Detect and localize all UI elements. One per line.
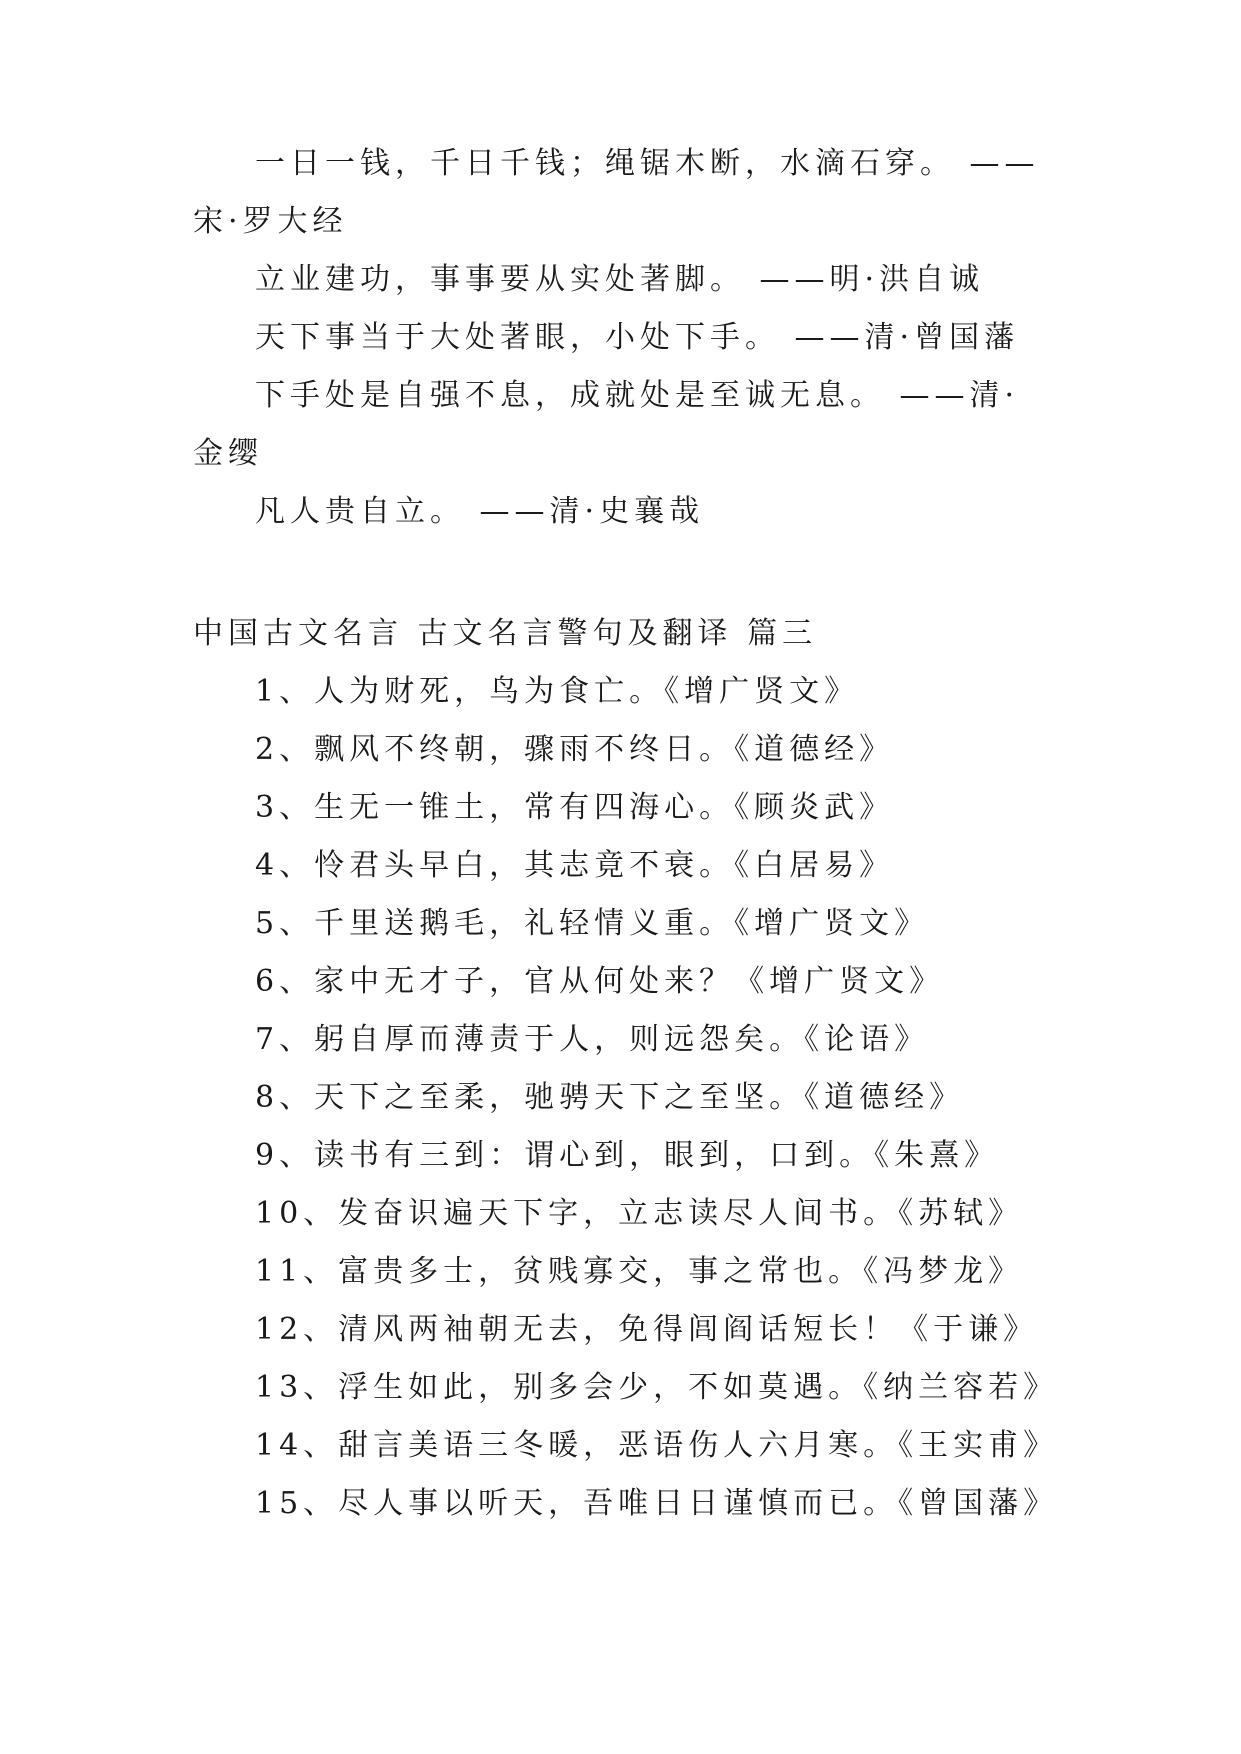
section-heading: 中国古文名言 古文名言警句及翻译 篇三 [193,616,818,651]
list-item: 13、浮生如此，别多会少，不如莫遇。《纳兰容若》 [255,1370,1059,1405]
quotes-block [193,135,1053,541]
list-item: 1、人为财死，鸟为食亡。《增广贤文》 [255,674,860,709]
list-item: 15、尽人事以听天，吾唯日日谨慎而已。《曾国藩》 [255,1486,1059,1521]
list-item: 8、天下之至柔，驰骋天下之至坚。《道德经》 [255,1080,965,1115]
list-item: 11、富贵多士，贫贱寡交，事之常也。《冯梦龙》 [255,1254,1024,1289]
section-block [193,605,1059,1533]
list-item: 4、怜君头早白，其志竟不衰。《白居易》 [255,848,895,883]
quote-paragraph: 立业建功，事事要从实处著脚。 ——明·洪自诚 [255,262,985,297]
quote-paragraph: 下手处是自强不息，成就处是至诚无息。 ——清·金缨 [193,378,1020,471]
list-item: 12、清风两袖朝无去，免得闾阎话短长！《于谦》 [255,1312,1039,1347]
list-item: 6、家中无才子，官从何处来？《增广贤文》 [255,964,945,999]
quote-paragraph: 一日一钱，千日千钱；绳锯木断，水滴石穿。 ——宋·罗大经 [193,146,1040,239]
list-item: 5、千里送鹅毛，礼轻情义重。《增广贤文》 [255,906,930,941]
list-item: 2、飘风不终朝，骤雨不终日。《道德经》 [255,732,895,767]
quote-paragraph: 天下事当于大处著眼，小处下手。 ——清·曾国藩 [255,320,1020,355]
list-item: 14、甜言美语三冬暖，恶语伤人六月寒。《王实甫》 [255,1428,1059,1463]
list-item: 7、躬自厚而薄责于人，则远怨矣。《论语》 [255,1022,930,1057]
list-item: 10、发奋识遍天下字，立志读尽人间书。《苏轼》 [255,1196,1024,1231]
quote-paragraph: 凡人贵自立。 ——清·史襄哉 [255,494,705,529]
list-item: 3、生无一锥土，常有四海心。《顾炎武》 [255,790,895,825]
list-item: 9、读书有三到：谓心到，眼到，口到。《朱熹》 [255,1138,1000,1173]
